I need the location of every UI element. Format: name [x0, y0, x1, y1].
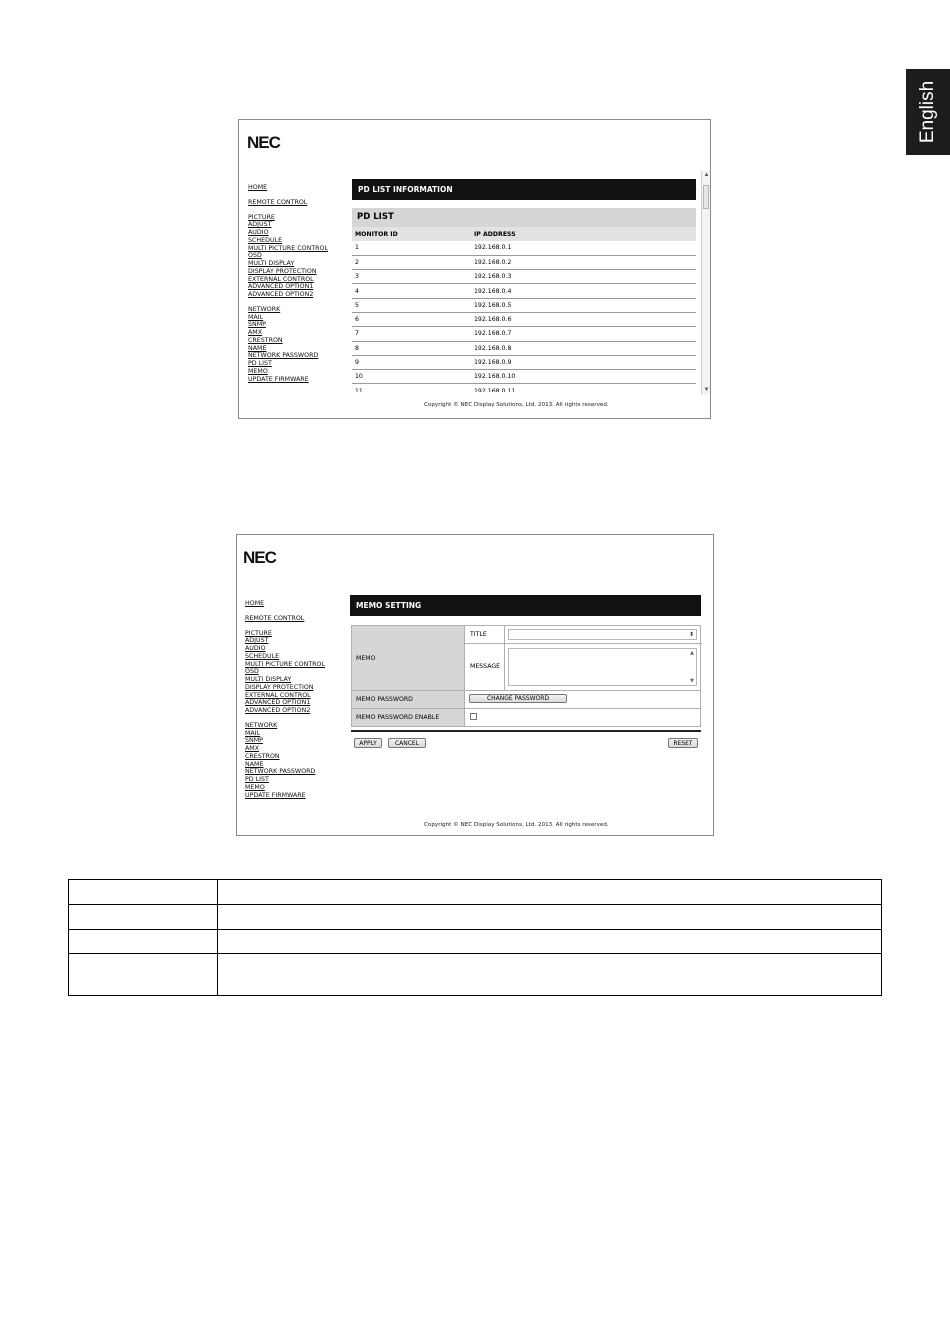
nav-link-memo[interactable]: MEMO [248, 367, 268, 375]
table-row [352, 298, 696, 312]
scroll-thumb[interactable] [703, 185, 709, 209]
nav-group-display [248, 214, 328, 299]
nav-group-remote [245, 615, 325, 623]
monitor-id-cell: 3 [352, 270, 469, 284]
reset-button[interactable]: RESET [668, 738, 698, 748]
table-cell [218, 905, 882, 930]
ip-address-cell: 192.168.0.6 [469, 312, 696, 326]
nav-link-amx[interactable]: AMX [248, 329, 263, 336]
nav-link-mail[interactable]: MAIL [245, 729, 261, 737]
nav-link-home[interactable]: HOME [248, 184, 268, 191]
nav-link-pd-list[interactable]: PD LIST [245, 776, 269, 783]
ip-address-cell: 192.168.0.1 [469, 241, 696, 255]
table-row [352, 241, 696, 255]
table-row [352, 255, 696, 269]
nav-link-advanced-option1[interactable]: ADVANCED OPTION1 [245, 699, 311, 707]
scroll-up-icon[interactable]: ▲ [703, 172, 710, 178]
column-header-monitor-id: MONITOR ID [352, 227, 469, 241]
description-table [68, 879, 882, 996]
table-row [352, 355, 696, 369]
table-cell [218, 880, 882, 905]
nav-link-external-control[interactable]: EXTERNAL CONTROL [248, 275, 314, 283]
monitor-id-cell: 5 [352, 298, 469, 312]
cancel-button[interactable]: CANCEL [388, 738, 426, 748]
monitor-id-cell: 11 [352, 384, 469, 392]
nav-link-amx[interactable]: AMX [245, 745, 260, 752]
title-input[interactable] [508, 629, 697, 640]
nav-link-mail[interactable]: MAIL [248, 313, 264, 321]
nav-link-network[interactable]: NETWORK [248, 305, 281, 313]
pd-list-screenshot [238, 119, 711, 419]
nav-link-remote-control[interactable]: REMOTE CONTROL [248, 198, 308, 206]
nav-link-picture[interactable]: PICTURE [245, 629, 272, 637]
ip-address-cell: 192.168.0.3 [469, 270, 696, 284]
monitor-id-cell: 7 [352, 327, 469, 341]
table-cell [69, 930, 218, 954]
textarea-scroll-up-icon[interactable]: ▲ [690, 650, 694, 656]
ip-address-cell: 192.168.0.2 [469, 255, 696, 269]
memo-form [351, 625, 701, 727]
table-row [352, 312, 696, 326]
monitor-id-cell: 6 [352, 312, 469, 326]
nav-link-advanced-option2[interactable]: ADVANCED OPTION2 [248, 291, 314, 298]
apply-button[interactable]: APPLY [354, 738, 382, 748]
memo-password-enable-label: MEMO PASSWORD ENABLE [356, 714, 440, 721]
nav-link-name[interactable]: NAME [245, 760, 264, 768]
nav-link-display-protection[interactable]: DISPLAY PROTECTION [248, 267, 317, 275]
copyright-text: Copyright © NEC Display Solutions, Ltd. 2013. All rights reserved. [424, 402, 609, 408]
nav-group-remote [248, 199, 328, 207]
monitor-id-cell: 2 [352, 255, 469, 269]
column-header-ip-address: IP ADDRESS [469, 227, 696, 241]
nav-link-multi-picture-control[interactable]: MULTI PICTURE CONTROL [245, 660, 325, 668]
memo-label-cell [352, 626, 464, 690]
nav-link-audio[interactable]: AUDIO [245, 645, 266, 652]
nav-link-crestron[interactable]: CRESTRON [245, 752, 280, 760]
copyright-text: Copyright © NEC Display Solutions, Ltd. 2013. All rights reserved. [424, 822, 609, 828]
language-tab [906, 69, 950, 155]
change-password-button[interactable]: CHANGE PASSWORD [469, 694, 567, 703]
nav-link-pd-list[interactable]: PD LIST [248, 360, 272, 367]
form-divider [351, 730, 701, 732]
monitor-id-cell: 10 [352, 370, 469, 384]
scroll-down-icon[interactable]: ▼ [703, 387, 710, 393]
nav-link-name[interactable]: NAME [248, 344, 267, 352]
nav-link-crestron[interactable]: CRESTRON [248, 336, 283, 344]
nav-group-home [248, 184, 328, 192]
memo-password-label-cell [352, 691, 464, 708]
message-textarea[interactable] [508, 648, 697, 686]
nav-link-picture[interactable]: PICTURE [248, 213, 275, 221]
language-tab-label: English [917, 80, 938, 144]
ip-address-cell: 192.168.0.11 [469, 384, 696, 392]
ip-address-cell: 192.168.0.7 [469, 327, 696, 341]
nav-group-home [245, 600, 325, 608]
page-title: PD LIST INFORMATION [352, 179, 696, 200]
nav-group-display [245, 630, 325, 715]
nav-group-network [248, 306, 328, 384]
table-cell [69, 954, 218, 996]
memo-password-label: MEMO PASSWORD [356, 696, 413, 703]
nav-link-snmp[interactable]: SNMP [245, 737, 263, 745]
nec-logo: NEC [247, 133, 280, 152]
table-row [352, 270, 696, 284]
table-row [352, 284, 696, 298]
ip-address-cell: 192.168.0.10 [469, 370, 696, 384]
nav-link-adjust[interactable]: ADJUST [248, 221, 272, 229]
nav-link-multi-display[interactable]: MULTI DISPLAY [245, 676, 292, 683]
nav-link-display-protection[interactable]: DISPLAY PROTECTION [245, 683, 314, 691]
monitor-id-cell: 4 [352, 284, 469, 298]
nav-link-update-firmware[interactable]: UPDATE FIRMWARE [248, 375, 309, 383]
nav-link-external-control[interactable]: EXTERNAL CONTROL [245, 691, 311, 699]
table-row [352, 327, 696, 341]
page-title: MEMO SETTING [350, 595, 701, 616]
ip-address-cell: 192.168.0.9 [469, 355, 696, 369]
memo-label: MEMO [356, 655, 376, 662]
monitor-id-cell: 1 [352, 241, 469, 255]
nav-group-network [245, 722, 325, 800]
table-row [352, 341, 696, 355]
nav-menu [245, 600, 325, 799]
message-label: MESSAGE [470, 663, 501, 670]
nav-link-multi-picture-control[interactable]: MULTI PICTURE CONTROL [248, 244, 328, 252]
nav-link-network[interactable]: NETWORK [245, 721, 278, 729]
nav-link-osd[interactable]: OSD [245, 668, 259, 676]
pd-list-panel [352, 208, 696, 392]
textarea-scroll-down-icon[interactable]: ▼ [690, 678, 694, 684]
memo-password-enable-checkbox[interactable] [470, 713, 477, 720]
nec-logo: NEC [243, 548, 276, 567]
ip-address-cell: 192.168.0.4 [469, 284, 696, 298]
vertical-scrollbar[interactable] [701, 171, 710, 395]
nav-link-multi-display[interactable]: MULTI DISPLAY [248, 260, 295, 267]
spinner-icon: ⬍ [688, 631, 694, 638]
pd-list-title: PD LIST [352, 208, 696, 227]
nav-link-adjust[interactable]: ADJUST [245, 637, 269, 645]
table-row [352, 384, 696, 392]
memo-setting-screenshot [236, 534, 714, 836]
nav-link-schedule[interactable]: SCHEDULE [248, 236, 283, 244]
table-row [352, 370, 696, 384]
memo-password-enable-label-cell [352, 709, 464, 726]
nav-link-remote-control[interactable]: REMOTE CONTROL [245, 614, 305, 622]
pd-list-table [352, 227, 696, 392]
title-label: TITLE [470, 631, 487, 638]
nav-link-osd[interactable]: OSD [248, 252, 262, 260]
table-cell [218, 954, 882, 996]
table-cell [218, 930, 882, 954]
nav-link-schedule[interactable]: SCHEDULE [245, 652, 280, 660]
nav-link-audio[interactable]: AUDIO [248, 229, 269, 236]
monitor-id-cell: 8 [352, 341, 469, 355]
nav-link-memo[interactable]: MEMO [245, 783, 265, 791]
nav-link-advanced-option2[interactable]: ADVANCED OPTION2 [245, 707, 311, 714]
nav-link-update-firmware[interactable]: UPDATE FIRMWARE [245, 791, 306, 799]
nav-link-home[interactable]: HOME [245, 600, 265, 607]
nav-link-network-password[interactable]: NETWORK PASSWORD [248, 352, 319, 360]
nav-link-snmp[interactable]: SNMP [248, 321, 266, 329]
nav-menu [248, 184, 328, 383]
nav-link-advanced-option1[interactable]: ADVANCED OPTION1 [248, 283, 314, 291]
ip-address-cell: 192.168.0.8 [469, 341, 696, 355]
monitor-id-cell: 9 [352, 355, 469, 369]
table-cell [69, 905, 218, 930]
table-cell [69, 880, 218, 905]
nav-link-network-password[interactable]: NETWORK PASSWORD [245, 768, 316, 776]
ip-address-cell: 192.168.0.5 [469, 298, 696, 312]
